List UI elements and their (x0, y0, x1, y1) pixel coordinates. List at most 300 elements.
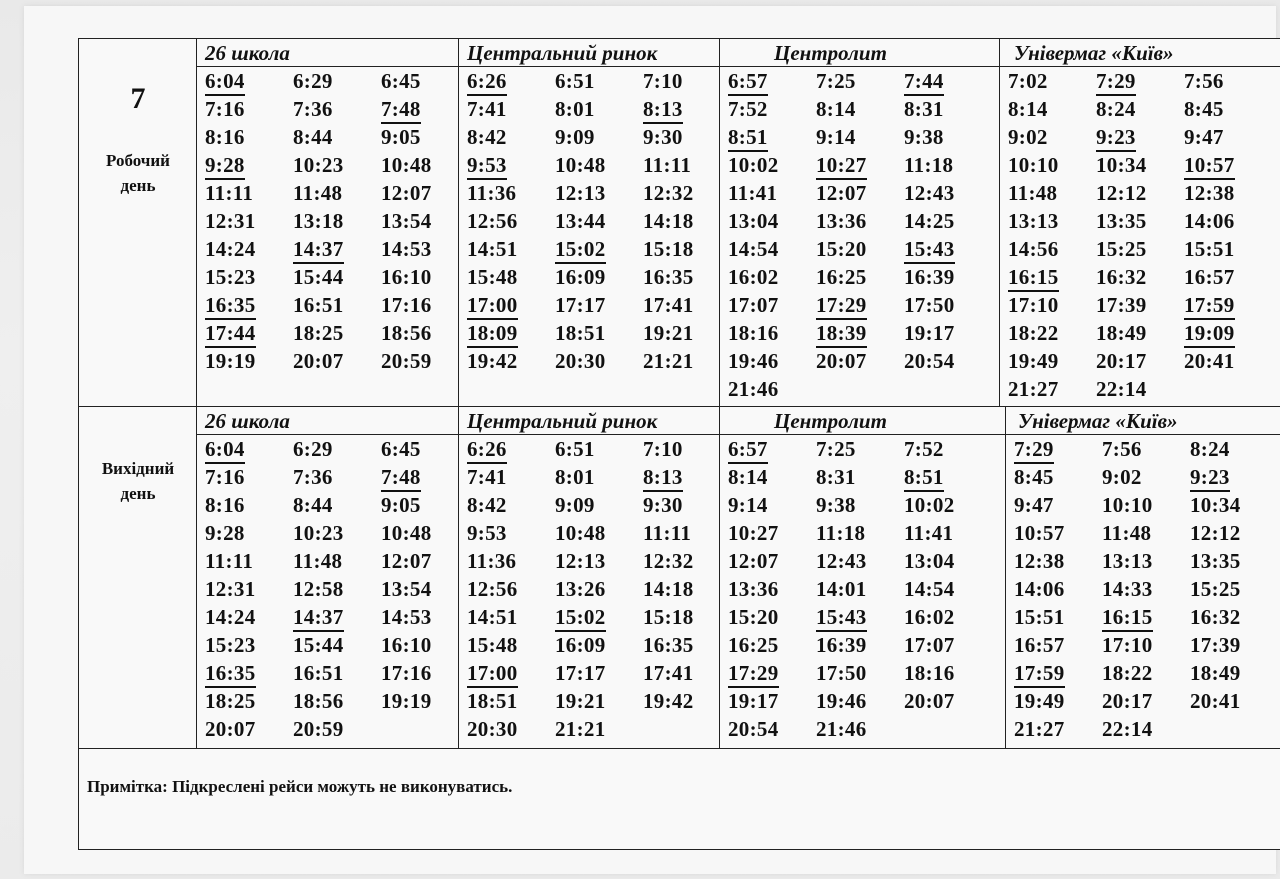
departure-time-text: 9:30 (643, 125, 683, 149)
departure-time (555, 631, 643, 659)
section-weekend (79, 407, 1280, 749)
departure-time-underlined (467, 435, 555, 463)
departure-time-text: 19:42 (643, 689, 694, 713)
departure-time (555, 519, 643, 547)
departure-time-text: 8:14 (1008, 97, 1048, 121)
departure-time-underlined (904, 67, 992, 95)
departure-time (816, 235, 904, 263)
departure-time (1096, 235, 1184, 263)
departure-time (467, 575, 555, 603)
departure-time (381, 659, 469, 687)
departure-time-underlined (816, 603, 904, 631)
departure-time-text: 6:45 (381, 69, 421, 93)
departure-time (555, 95, 643, 123)
departure-time (643, 659, 731, 687)
departure-time (1096, 95, 1184, 123)
departure-time (205, 463, 293, 491)
departure-time (1102, 463, 1190, 491)
departure-time-text: 7:25 (816, 69, 856, 93)
departure-time (1096, 347, 1184, 375)
departure-time-text: 12:12 (1096, 181, 1147, 205)
departure-time-underlined (1096, 123, 1184, 151)
departure-time (467, 235, 555, 263)
departure-time-text: 17:10 (1008, 293, 1059, 317)
departure-time-underlined (205, 319, 293, 347)
stop-column-26-school (197, 39, 459, 406)
departure-time (555, 67, 643, 95)
departure-time-text: 17:50 (816, 661, 867, 685)
departure-time-text: 21:21 (555, 717, 606, 741)
departure-time-text: 6:29 (293, 437, 333, 461)
departure-time (1014, 687, 1102, 715)
departure-time (1184, 123, 1272, 151)
departure-time (293, 659, 381, 687)
departure-time-text: 9:09 (555, 493, 595, 517)
departure-time-text: 16:09 (555, 265, 606, 289)
departure-time-text: 8:13 (643, 97, 683, 124)
departure-time-text: 14:37 (293, 237, 344, 264)
departure-time-text: 17:07 (728, 293, 779, 317)
departure-time-underlined (904, 235, 992, 263)
departure-time-text: 9:38 (904, 125, 944, 149)
departure-time-underlined (1102, 603, 1190, 631)
departure-time (816, 435, 904, 463)
departure-time-text: 14:18 (643, 577, 694, 601)
note-row (79, 749, 1280, 849)
departure-time-text: 16:35 (643, 633, 694, 657)
times-grid (1006, 435, 1280, 743)
departure-time-text: 6:04 (205, 437, 245, 464)
departure-time-text: 15:18 (643, 605, 694, 629)
departure-time-text: 16:35 (205, 293, 256, 320)
departure-time (728, 179, 816, 207)
departure-time-text: 6:57 (728, 69, 768, 96)
departure-time (555, 263, 643, 291)
departure-time-text: 10:34 (1096, 153, 1147, 177)
departure-time-text: 16:35 (643, 265, 694, 289)
departure-time (728, 207, 816, 235)
departure-time (1102, 715, 1190, 743)
departure-time-text: 9:09 (555, 125, 595, 149)
departure-time (467, 491, 555, 519)
departure-time-text: 10:34 (1190, 493, 1241, 517)
departure-time-text: 13:04 (728, 209, 779, 233)
stop-column-univermag-kyiv (1006, 407, 1280, 748)
departure-time (904, 491, 992, 519)
departure-time-text: 13:35 (1096, 209, 1147, 233)
departure-time-underlined (205, 659, 293, 687)
departure-time-text: 15:51 (1014, 605, 1065, 629)
departure-time (381, 67, 469, 95)
departure-time (555, 291, 643, 319)
departure-time-text: 8:24 (1096, 97, 1136, 121)
departure-time-text: 15:18 (643, 237, 694, 261)
departure-time (293, 435, 381, 463)
departure-time-text: 17:29 (728, 661, 779, 688)
departure-time-text: 12:43 (816, 549, 867, 573)
departure-time-text: 12:32 (643, 549, 694, 573)
departure-time-text: 14:06 (1184, 209, 1235, 233)
departure-time (904, 659, 992, 687)
departure-time (728, 319, 816, 347)
stop-title: Центральний ринок (459, 39, 719, 67)
departure-time-text: 7:48 (381, 465, 421, 492)
departure-time-text: 11:36 (467, 181, 517, 205)
departure-time (555, 687, 643, 715)
departure-time-underlined (1008, 263, 1096, 291)
departure-time-text: 17:00 (467, 293, 518, 320)
departure-time (293, 575, 381, 603)
departure-time-text: 16:10 (381, 633, 432, 657)
departure-time (728, 347, 816, 375)
departure-time (381, 547, 469, 575)
departure-time (643, 151, 731, 179)
departure-time-text: 11:41 (728, 181, 778, 205)
route-number: 7 (130, 82, 146, 115)
departure-time-underlined (293, 603, 381, 631)
departure-time-text: 16:10 (381, 265, 432, 289)
departure-time-text: 9:38 (816, 493, 856, 517)
departure-time (728, 95, 816, 123)
departure-time-text: 11:11 (205, 181, 254, 205)
departure-time (1014, 547, 1102, 575)
departure-time-text: 18:16 (728, 321, 779, 345)
departure-time (1190, 631, 1278, 659)
departure-time (381, 263, 469, 291)
departure-time-text: 14:24 (205, 237, 256, 261)
departure-time-text: 16:39 (904, 265, 955, 289)
departure-time-text: 19:19 (381, 689, 432, 713)
departure-time-text: 9:53 (467, 521, 507, 545)
departure-time-text: 10:57 (1014, 521, 1065, 545)
departure-time (816, 123, 904, 151)
departure-time-text: 8:44 (293, 125, 333, 149)
departure-time (643, 603, 731, 631)
departure-time (293, 463, 381, 491)
departure-time-text: 9:28 (205, 153, 245, 180)
departure-time (816, 631, 904, 659)
departure-time-text: 13:13 (1102, 549, 1153, 573)
departure-time (555, 715, 643, 743)
day-label-line-2: день (120, 484, 156, 503)
departure-time (643, 347, 731, 375)
departure-time-text: 7:29 (1096, 69, 1136, 96)
departure-time-underlined (555, 603, 643, 631)
departure-time-text: 6:51 (555, 69, 595, 93)
departure-time (381, 603, 469, 631)
departure-time (643, 291, 731, 319)
stop-column-26-school (197, 407, 459, 748)
departure-time-text: 16:57 (1014, 633, 1065, 657)
departure-time (381, 435, 469, 463)
departure-time (555, 347, 643, 375)
departure-time (816, 491, 904, 519)
departure-time (293, 151, 381, 179)
departure-time-text: 9:02 (1102, 465, 1142, 489)
departure-time-text: 7:16 (205, 97, 245, 121)
departure-time-text: 20:07 (293, 349, 344, 373)
day-label-cell (79, 39, 197, 406)
stop-title: Центролит (720, 407, 1005, 435)
departure-time (728, 263, 816, 291)
departure-time-text: 16:32 (1096, 265, 1147, 289)
departure-time (816, 347, 904, 375)
departure-time-text: 15:20 (728, 605, 779, 629)
departure-time (643, 435, 731, 463)
departure-time (293, 263, 381, 291)
departure-time-text: 20:59 (293, 717, 344, 741)
departure-time (1014, 631, 1102, 659)
departure-time-text: 9:30 (643, 493, 683, 517)
departure-time (293, 547, 381, 575)
departure-time-text: 17:59 (1184, 293, 1235, 320)
departure-time (728, 235, 816, 263)
departure-time (1190, 435, 1278, 463)
departure-time-underlined (467, 659, 555, 687)
departure-time-text: 14:53 (381, 605, 432, 629)
departure-time-underlined (1014, 435, 1102, 463)
departure-time (205, 491, 293, 519)
departure-time (293, 291, 381, 319)
departure-time-text: 15:51 (1184, 237, 1235, 261)
departure-time-text: 17:16 (381, 661, 432, 685)
departure-time-text: 7:29 (1014, 437, 1054, 464)
departure-time-text: 8:42 (467, 125, 507, 149)
stop-title: 26 школа (197, 39, 458, 67)
departure-time (1190, 659, 1278, 687)
departure-time-text: 17:41 (643, 293, 694, 317)
departure-time-text: 13:04 (904, 549, 955, 573)
departure-time (904, 631, 992, 659)
departure-time-text: 14:33 (1102, 577, 1153, 601)
departure-time-text: 10:02 (728, 153, 779, 177)
departure-time (904, 687, 992, 715)
departure-time (1008, 95, 1096, 123)
departure-time-text: 8:16 (205, 493, 245, 517)
departure-time (293, 519, 381, 547)
departure-time-text: 18:25 (293, 321, 344, 345)
day-label-cell (79, 407, 197, 748)
departure-time-text: 14:06 (1014, 577, 1065, 601)
departure-time-text: 19:42 (467, 349, 518, 373)
departure-time-underlined (728, 123, 816, 151)
departure-time (1102, 631, 1190, 659)
departure-time-text: 8:42 (467, 493, 507, 517)
departure-time-text: 12:31 (205, 577, 256, 601)
departure-time (1014, 575, 1102, 603)
departure-time-text: 12:32 (643, 181, 694, 205)
departure-time-text: 18:56 (293, 689, 344, 713)
stop-title: Центральний ринок (459, 407, 719, 435)
departure-time-text: 14:24 (205, 605, 256, 629)
departure-time-text: 13:36 (816, 209, 867, 233)
departure-time-text: 9:14 (816, 125, 856, 149)
departure-time (1190, 687, 1278, 715)
departure-time-text: 10:48 (381, 153, 432, 177)
departure-time (904, 207, 992, 235)
departure-time (467, 347, 555, 375)
departure-time (728, 491, 816, 519)
departure-time (1102, 575, 1190, 603)
departure-time-text: 16:02 (728, 265, 779, 289)
departure-time-text: 6:26 (467, 69, 507, 96)
departure-time (904, 519, 992, 547)
departure-time-text: 17:50 (904, 293, 955, 317)
departure-time (643, 123, 731, 151)
departure-time-text: 8:45 (1184, 97, 1224, 121)
departure-time-text: 14:37 (293, 605, 344, 632)
departure-time (904, 435, 992, 463)
departure-time-text: 14:18 (643, 209, 694, 233)
departure-time (728, 463, 816, 491)
departure-time-text: 13:26 (555, 577, 606, 601)
departure-time (555, 319, 643, 347)
departure-time-text: 15:02 (555, 605, 606, 632)
departure-time-text: 14:51 (467, 605, 518, 629)
departure-time (1102, 659, 1190, 687)
departure-time (643, 519, 731, 547)
departure-time-text: 19:17 (904, 321, 955, 345)
departure-time-text: 8:24 (1190, 437, 1230, 461)
departure-time-text: 8:31 (904, 97, 944, 121)
departure-time-text: 12:56 (467, 209, 518, 233)
stop-column-central-market (459, 39, 720, 406)
departure-time (381, 291, 469, 319)
departure-time-text: 12:13 (555, 549, 606, 573)
departure-time (816, 463, 904, 491)
departure-time (381, 575, 469, 603)
departure-time (1014, 603, 1102, 631)
departure-time (205, 715, 293, 743)
departure-time-text: 19:19 (205, 349, 256, 373)
note-text: Примітка: Підкреслені рейси можуть не виконуватись. (87, 777, 513, 796)
departure-time (555, 491, 643, 519)
departure-time-text: 18:39 (816, 321, 867, 348)
departure-time-text: 17:00 (467, 661, 518, 688)
departure-time-text: 18:51 (555, 321, 606, 345)
departure-time-text: 17:29 (816, 293, 867, 320)
departure-time (728, 715, 816, 743)
departure-time (728, 631, 816, 659)
departure-time-text: 9:23 (1190, 465, 1230, 492)
departure-time (1008, 291, 1096, 319)
departure-time (1008, 179, 1096, 207)
departure-time-text: 7:44 (904, 69, 944, 96)
departure-time-text: 20:41 (1184, 349, 1235, 373)
departure-time-text: 20:54 (728, 717, 779, 741)
departure-time-text: 16:02 (904, 605, 955, 629)
departure-time-text: 10:27 (816, 153, 867, 180)
departure-time-text: 21:46 (728, 377, 779, 401)
departure-time-text: 20:30 (467, 717, 518, 741)
departure-time-text: 17:39 (1096, 293, 1147, 317)
departure-time (1008, 123, 1096, 151)
departure-time-text: 10:02 (904, 493, 955, 517)
departure-time (467, 631, 555, 659)
departure-time (293, 207, 381, 235)
departure-time-text: 20:17 (1102, 689, 1153, 713)
departure-time-text: 12:38 (1184, 181, 1235, 205)
departure-time (467, 687, 555, 715)
departure-time-underlined (205, 435, 293, 463)
departure-time (205, 603, 293, 631)
stop-title: Центролит (720, 39, 999, 67)
departure-time-text: 15:44 (293, 265, 344, 289)
times-grid (720, 435, 1005, 743)
departure-time-text: 8:51 (904, 465, 944, 492)
departure-time (205, 347, 293, 375)
departure-time-text: 15:48 (467, 633, 518, 657)
departure-time-text: 7:36 (293, 465, 333, 489)
departure-time-text: 9:05 (381, 493, 421, 517)
departure-time-text: 9:53 (467, 153, 507, 180)
departure-time (1014, 715, 1102, 743)
departure-time-text: 6:04 (205, 69, 245, 96)
departure-time (205, 207, 293, 235)
departure-time (381, 151, 469, 179)
departure-time-text: 8:16 (205, 125, 245, 149)
section-working-day (79, 39, 1280, 407)
departure-time-text: 7:52 (728, 97, 768, 121)
departure-time-text: 14:01 (816, 577, 867, 601)
times-grid (197, 435, 458, 743)
departure-time-underlined (381, 463, 469, 491)
departure-time (1096, 151, 1184, 179)
departure-time (728, 603, 816, 631)
departure-time-underlined (555, 235, 643, 263)
departure-time-text: 21:46 (816, 717, 867, 741)
departure-time (816, 519, 904, 547)
departure-time-text: 15:25 (1096, 237, 1147, 261)
departure-time (1014, 463, 1102, 491)
departure-time (1096, 207, 1184, 235)
departure-time (816, 179, 904, 207)
departure-time-text: 16:32 (1190, 605, 1241, 629)
departure-time-text: 16:25 (816, 265, 867, 289)
departure-time (381, 491, 469, 519)
departure-time-text: 17:10 (1102, 633, 1153, 657)
day-label-line-2: день (120, 176, 156, 195)
departure-time-text: 21:27 (1008, 377, 1059, 401)
departure-time (643, 631, 731, 659)
departure-time (643, 263, 731, 291)
stop-title: Універмаг «Київ» (1006, 407, 1280, 435)
departure-time-text: 13:54 (381, 209, 432, 233)
departure-time-underlined (1014, 659, 1102, 687)
departure-time (728, 687, 816, 715)
departure-time (904, 575, 992, 603)
departure-time (467, 179, 555, 207)
departure-time-text: 14:56 (1008, 237, 1059, 261)
departure-time-text: 7:10 (643, 437, 683, 461)
departure-time-text: 17:41 (643, 661, 694, 685)
departure-time-text: 7:02 (1008, 69, 1048, 93)
departure-time (904, 347, 992, 375)
departure-time-text: 8:01 (555, 97, 595, 121)
departure-time-text: 9:23 (1096, 125, 1136, 152)
day-label-line-1: Робочий (106, 151, 170, 170)
departure-time (1008, 207, 1096, 235)
departure-time-text: 15:43 (904, 237, 955, 264)
departure-time-underlined (467, 151, 555, 179)
departure-time-underlined (643, 463, 731, 491)
departure-time (1014, 491, 1102, 519)
departure-time (555, 659, 643, 687)
departure-time (1190, 575, 1278, 603)
departure-time-underlined (467, 319, 555, 347)
departure-time (205, 263, 293, 291)
departure-time-text: 17:16 (381, 293, 432, 317)
